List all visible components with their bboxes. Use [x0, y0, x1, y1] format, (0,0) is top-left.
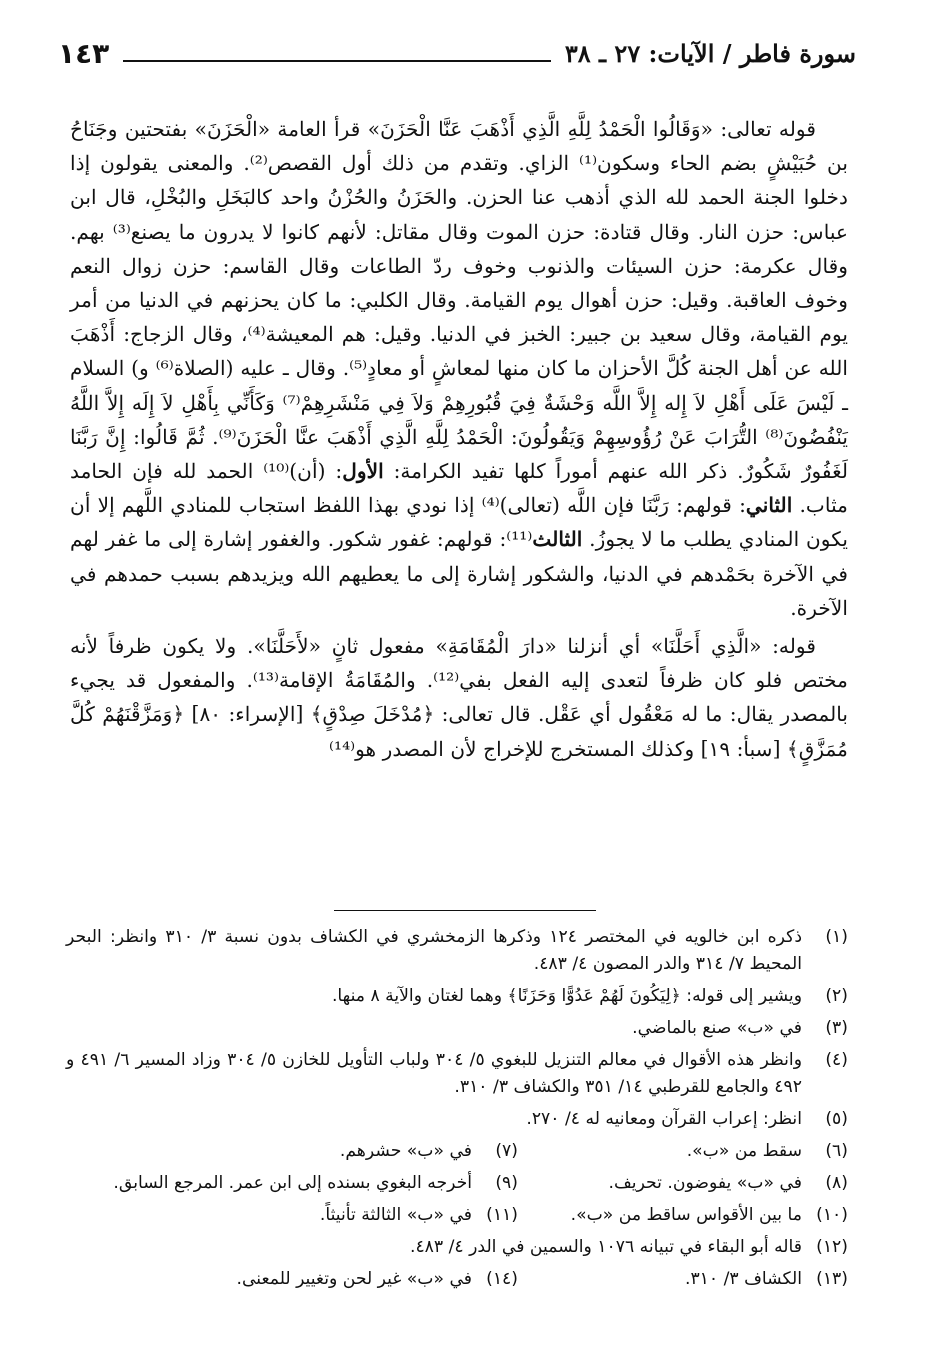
footnote-text: في «ب» الثالثة تأنيثاً.: [319, 1205, 472, 1225]
footnote-text: سقط من «ب».: [686, 1141, 802, 1161]
paragraph-1: قوله تعالى: «وَقَالُوا الْحَمْدُ لِلَّهِ الَّذِي أَذْهَبَ عَنَّا الْحَزَنَ» قرأ العامة «الْحَزَنَ» بفتحتين وجَنَاحُ بن حُبَيْشٍ بضم الحاء وسكون⁽¹⁾ الزاي. وتقدم من ذلك أول القصص⁽²⁾. والمعنى يقولون إذا دخلوا الجنة الحمد لله الذي أذهب عنا الحزن. والحَزَنُ والحُزْنُ واحد كالبَخَلِ والبُخْلِ، قال ابن عباس: حزن النار. وقال قتادة: حزن الموت وقال مقاتل: لأنهم كانوا لا يدرون ما يصنع⁽³⁾ بهم. وقال عكرمة: حزن السيئات والذنوب وخوف ردّ الطاعات وقال القاسم: حزن زوال النعم وخوف العاقبة. وقيل: حزن أهوال يوم القيامة. وقال الكلبي: ما كان يحزنهم في الدنيا من أمر يوم القيامة، وقال سعيد بن جبير: الخبز في الدنيا. وقيل: هم المعيشة⁽⁴⁾، وقال الزجاج: أَذْهَبَ الله عن أهل الجنة كُلَّ الأحزان ما كان منها لمعاشٍ أو معادٍ⁽⁵⁾. وقال ـ عليه (الصلاة⁽⁶⁾ و) السلام ـ لَيْسَ عَلَى أَهْلِ لاَ إِله إِلاَّ اللَّه وَحْشَةٌ فِيَ قُبُورِهِمْ وَلاَ فِي مَنْشَرِهِمْ⁽⁷⁾ وَكَأَنِّي بِأَهْلِ لاَ إِلَه إِلاَّ اللَّهُ يَنْفُضُونَ⁽⁸⁾ التُّرَابَ عَنْ رُؤُوسِهِمْ وَيَقُولُونَ: الْحَمْدُ لِلَّهِ الَّذِي أَذْهَبَ عنَّا الْحَزَنَ⁽⁹⁾. ثُمَّ قَالُوا: إِنَّ رَبَّنَا لَغَفُورٌ شَكُورٌ. ذكر الله عنهم أموراً كلها تفيد الكرامة: الأول: (أن)⁽¹⁰⁾ الحمد لله فإن الحامد مثاب. الثاني: قولهم: رَبَّنَا فإن اللَّه (تعالى)⁽⁴⁾ إذا نودي بهذا اللفظ استجاب للمنادي اللَّهم إلا أن يكون المنادي يطلب ما لا يجوزُ. الثالث⁽¹¹⁾: قولهم: غفور شكور. والغفور إشارة إلى ما غفر لهم في الآخرة بحَمْدهم في الدنيا، والشكور إشارة إلى ما يعطيهم الله ويزيدهم بسبب حمدهم في الآخرة.: [70, 117, 849, 620]
running-header: [58, 28, 856, 78]
footnote-text: في «ب» يفوضون. تحريف.: [608, 1173, 802, 1193]
footnote-row: [66, 1202, 848, 1229]
footnote: [66, 924, 848, 978]
footnote: [66, 1106, 848, 1133]
footnote: [518, 1138, 848, 1165]
footnote: [518, 1170, 848, 1197]
footnote-number: (٨): [825, 1173, 848, 1193]
footnote-text: في «ب» غير لحن وتغيير للمعنى.: [236, 1269, 472, 1289]
footnote-number: (١٣): [816, 1269, 848, 1289]
footnote-number: (٧): [495, 1141, 518, 1161]
footnote-text: أخرجه البغوي بسنده إلى ابن عمر. المرجع السابق.: [113, 1173, 472, 1193]
footnote-text: في «ب» حشرهم.: [339, 1141, 472, 1161]
footnote-text: وانظر هذه الأقوال في معالم التنزيل للبغوي ٥/ ٣٠٤ ولباب التأويل للخازن ٥/ ٣٠٤ وزاد المسير ٦/ ٤٩١ و ٤٩٢ والجامع للقرطبي ١٤/ ٣٥١ والكشاف ٣/ ٣١٠.: [66, 1050, 803, 1097]
footnote-number: (٥): [825, 1109, 848, 1129]
footnote: [518, 1266, 848, 1293]
footnote-number: (١): [825, 927, 848, 947]
footnotes: [66, 924, 848, 1298]
footnote-number: (٢): [825, 986, 848, 1006]
header-rule: [123, 60, 551, 62]
footnote: [66, 1047, 848, 1101]
paragraph-1-second: : قولهم: رَبَّنَا فإن اللَّه (تعالى)⁽⁴⁾ إذا نودي بهذا اللفظ استجاب للمنادي اللَّهم إلا أن يكون المنادي يطلب ما لا يجوزُ.: [70, 493, 848, 552]
footnote-number: (٦): [825, 1141, 848, 1161]
label-third: الثالث: [532, 527, 583, 552]
paragraph-1-text: قوله تعالى: «وَقَالُوا الْحَمْدُ لِلَّهِ الَّذِي أَذْهَبَ عَنَّا الْحَزَنَ» قرأ العامة «الْحَزَنَ» بفتحتين وجَنَاحُ بن حُبَيْشٍ بضم الحاء وسكون⁽¹⁾ الزاي. وتقدم من ذلك أول القصص⁽²⁾. والمعنى يقولون إذا دخلوا الجنة الحمد لله الذي أذهب عنا الحزن. والحَزَنُ والحُزْنُ واحد كالبَخَلِ والبُخْلِ، قال ابن عباس: حزن النار. وقال قتادة: حزن الموت وقال مقاتل: لأنهم كانوا لا يدرون ما يصنع⁽³⁾ بهم. وقال عكرمة: حزن السيئات والذنوب وخوف ردّ الطاعات وقال القاسم: حزن زوال النعم وخوف العاقبة. وقيل: حزن أهوال يوم القيامة. وقال الكلبي: ما كان يحزنهم في الدنيا من أمر يوم القيامة، وقال سعيد بن جبير: الخبز في الدنيا. وقيل: هم المعيشة⁽⁴⁾، وقال الزجاج: أَذْهَبَ الله عن أهل الجنة كُلَّ الأحزان ما كان منها لمعاشٍ أو معادٍ⁽⁵⁾. وقال ـ عليه (الصلاة⁽⁶⁾ و) السلام ـ لَيْسَ عَلَى أَهْلِ لاَ إِله إِلاَّ اللَّه وَحْشَةٌ فِيَ قُبُورِهِمْ وَلاَ فِي مَنْشَرِهِمْ⁽⁷⁾ وَكَأَنِّي بِأَهْلِ لاَ إِلَه إِلاَّ اللَّهُ يَنْفُضُونَ⁽⁸⁾ التُّرَابَ عَنْ رُؤُوسِهِمْ وَيَقُولُونَ: الْحَمْدُ لِلَّهِ الَّذِي أَذْهَبَ عنَّا الْحَزَنَ⁽⁹⁾. ثُمَّ قَالُوا: إِنَّ رَبَّنَا لَغَفُورٌ شَكُورٌ. ذكر الله عنهم أموراً كلها تفيد الكرامة:: [70, 117, 849, 484]
footnote-text: قاله أبو البقاء في تبيانه ١٠٧٦ والسمين في الدر ٤/ ٤٨٣.: [409, 1237, 802, 1257]
footnote-text: في «ب» صنع بالماضي.: [632, 1018, 802, 1038]
footnote-text: الكشاف ٣/ ٣١٠.: [684, 1269, 802, 1289]
footnote: [66, 1138, 518, 1165]
footnote-rule: [334, 910, 596, 911]
footnote: [66, 983, 848, 1010]
footnote: [66, 1234, 848, 1261]
footnote: [66, 1202, 518, 1229]
page-number: ١٤٣: [58, 36, 110, 70]
footnote-number: (٩): [495, 1173, 518, 1193]
label-second: الثاني: [745, 493, 793, 518]
footnote-text: ما بين الأقواس ساقط من «ب».: [570, 1205, 802, 1225]
footnote-number: (١٤): [486, 1269, 518, 1289]
header-title: سورة فاطر / الآيات: ٢٧ ـ ٣٨: [564, 38, 856, 68]
footnote-number: (٤): [825, 1050, 848, 1070]
footnote-row: [66, 1170, 848, 1197]
footnote: [518, 1202, 848, 1229]
footnote: [66, 1266, 518, 1293]
footnote-number: (١١): [486, 1205, 518, 1225]
footnote-row: [66, 1138, 848, 1165]
footnote-number: (١٢): [816, 1237, 848, 1257]
footnote-text: ذكره ابن خالويه في المختصر ١٢٤ وذكرها الزمخشري في الكشاف بدون نسبة ٣/ ٣١٠ وانظر: البحر المحيط ٧/ ٣١٤ والدر المصون ٤/ ٤٨٣.: [66, 927, 802, 974]
footnote-number: (٣): [825, 1018, 848, 1038]
footnote: [66, 1170, 518, 1197]
paragraph-1-third: ⁽¹¹⁾: قولهم: غفور شكور. والغفور إشارة إلى ما غفر لهم في الآخرة بحَمْدهم في الدنيا، والشكور إشارة إلى ما يعطيهم الله ويزيدهم بسبب حمدهم في الآخرة.: [70, 527, 848, 620]
footnote-number: (١٠): [816, 1205, 848, 1225]
footnote-text: ويشير إلى قوله: ﴿لِيَكُونَ لَهُمْ عَدُوًّا وَحَزَنًا﴾ وهما لغتان والآية ٨ منها.: [331, 986, 802, 1006]
footnote-row: [66, 1266, 848, 1293]
label-first: الأول: [342, 459, 384, 484]
footnote: [66, 1015, 848, 1042]
paragraph-2: قوله: «الَّذِي أَحَلَّنَا» أي أنزلنا «دارَ الْمُقَامَةِ» مفعول ثانٍ «لأَحَلَّنَا». ولا يكون ظرفاً لأنه مختص فلو كان ظرفاً لتعدى إليه الفعل بفي⁽¹²⁾. والمُقَامَةُ الإقامة⁽¹³⁾. والمفعول قد يجيء بالمصدر يقال: ما له مَعْقُول أي عَقْل. قال تعالى: ﴿مُدْخَلَ صِدْقٍ﴾ [الإسراء: ٨٠] ﴿وَمَزَّقْنَهُمْ كُلَّ مُمَزَّقٍ﴾ [سبأ: ١٩] وكذلك المستخرج للإخراج لأن المصدر هو⁽¹⁴⁾: [70, 634, 849, 761]
paragraph-1-first: (أن)⁽¹⁰⁾ الحمد لله فإن الحامد مثاب.: [70, 459, 848, 518]
main-text: [70, 112, 848, 766]
footnote-text: انظر: إعراب القرآن ومعانيه له ٤/ ٢٧٠.: [526, 1109, 802, 1129]
